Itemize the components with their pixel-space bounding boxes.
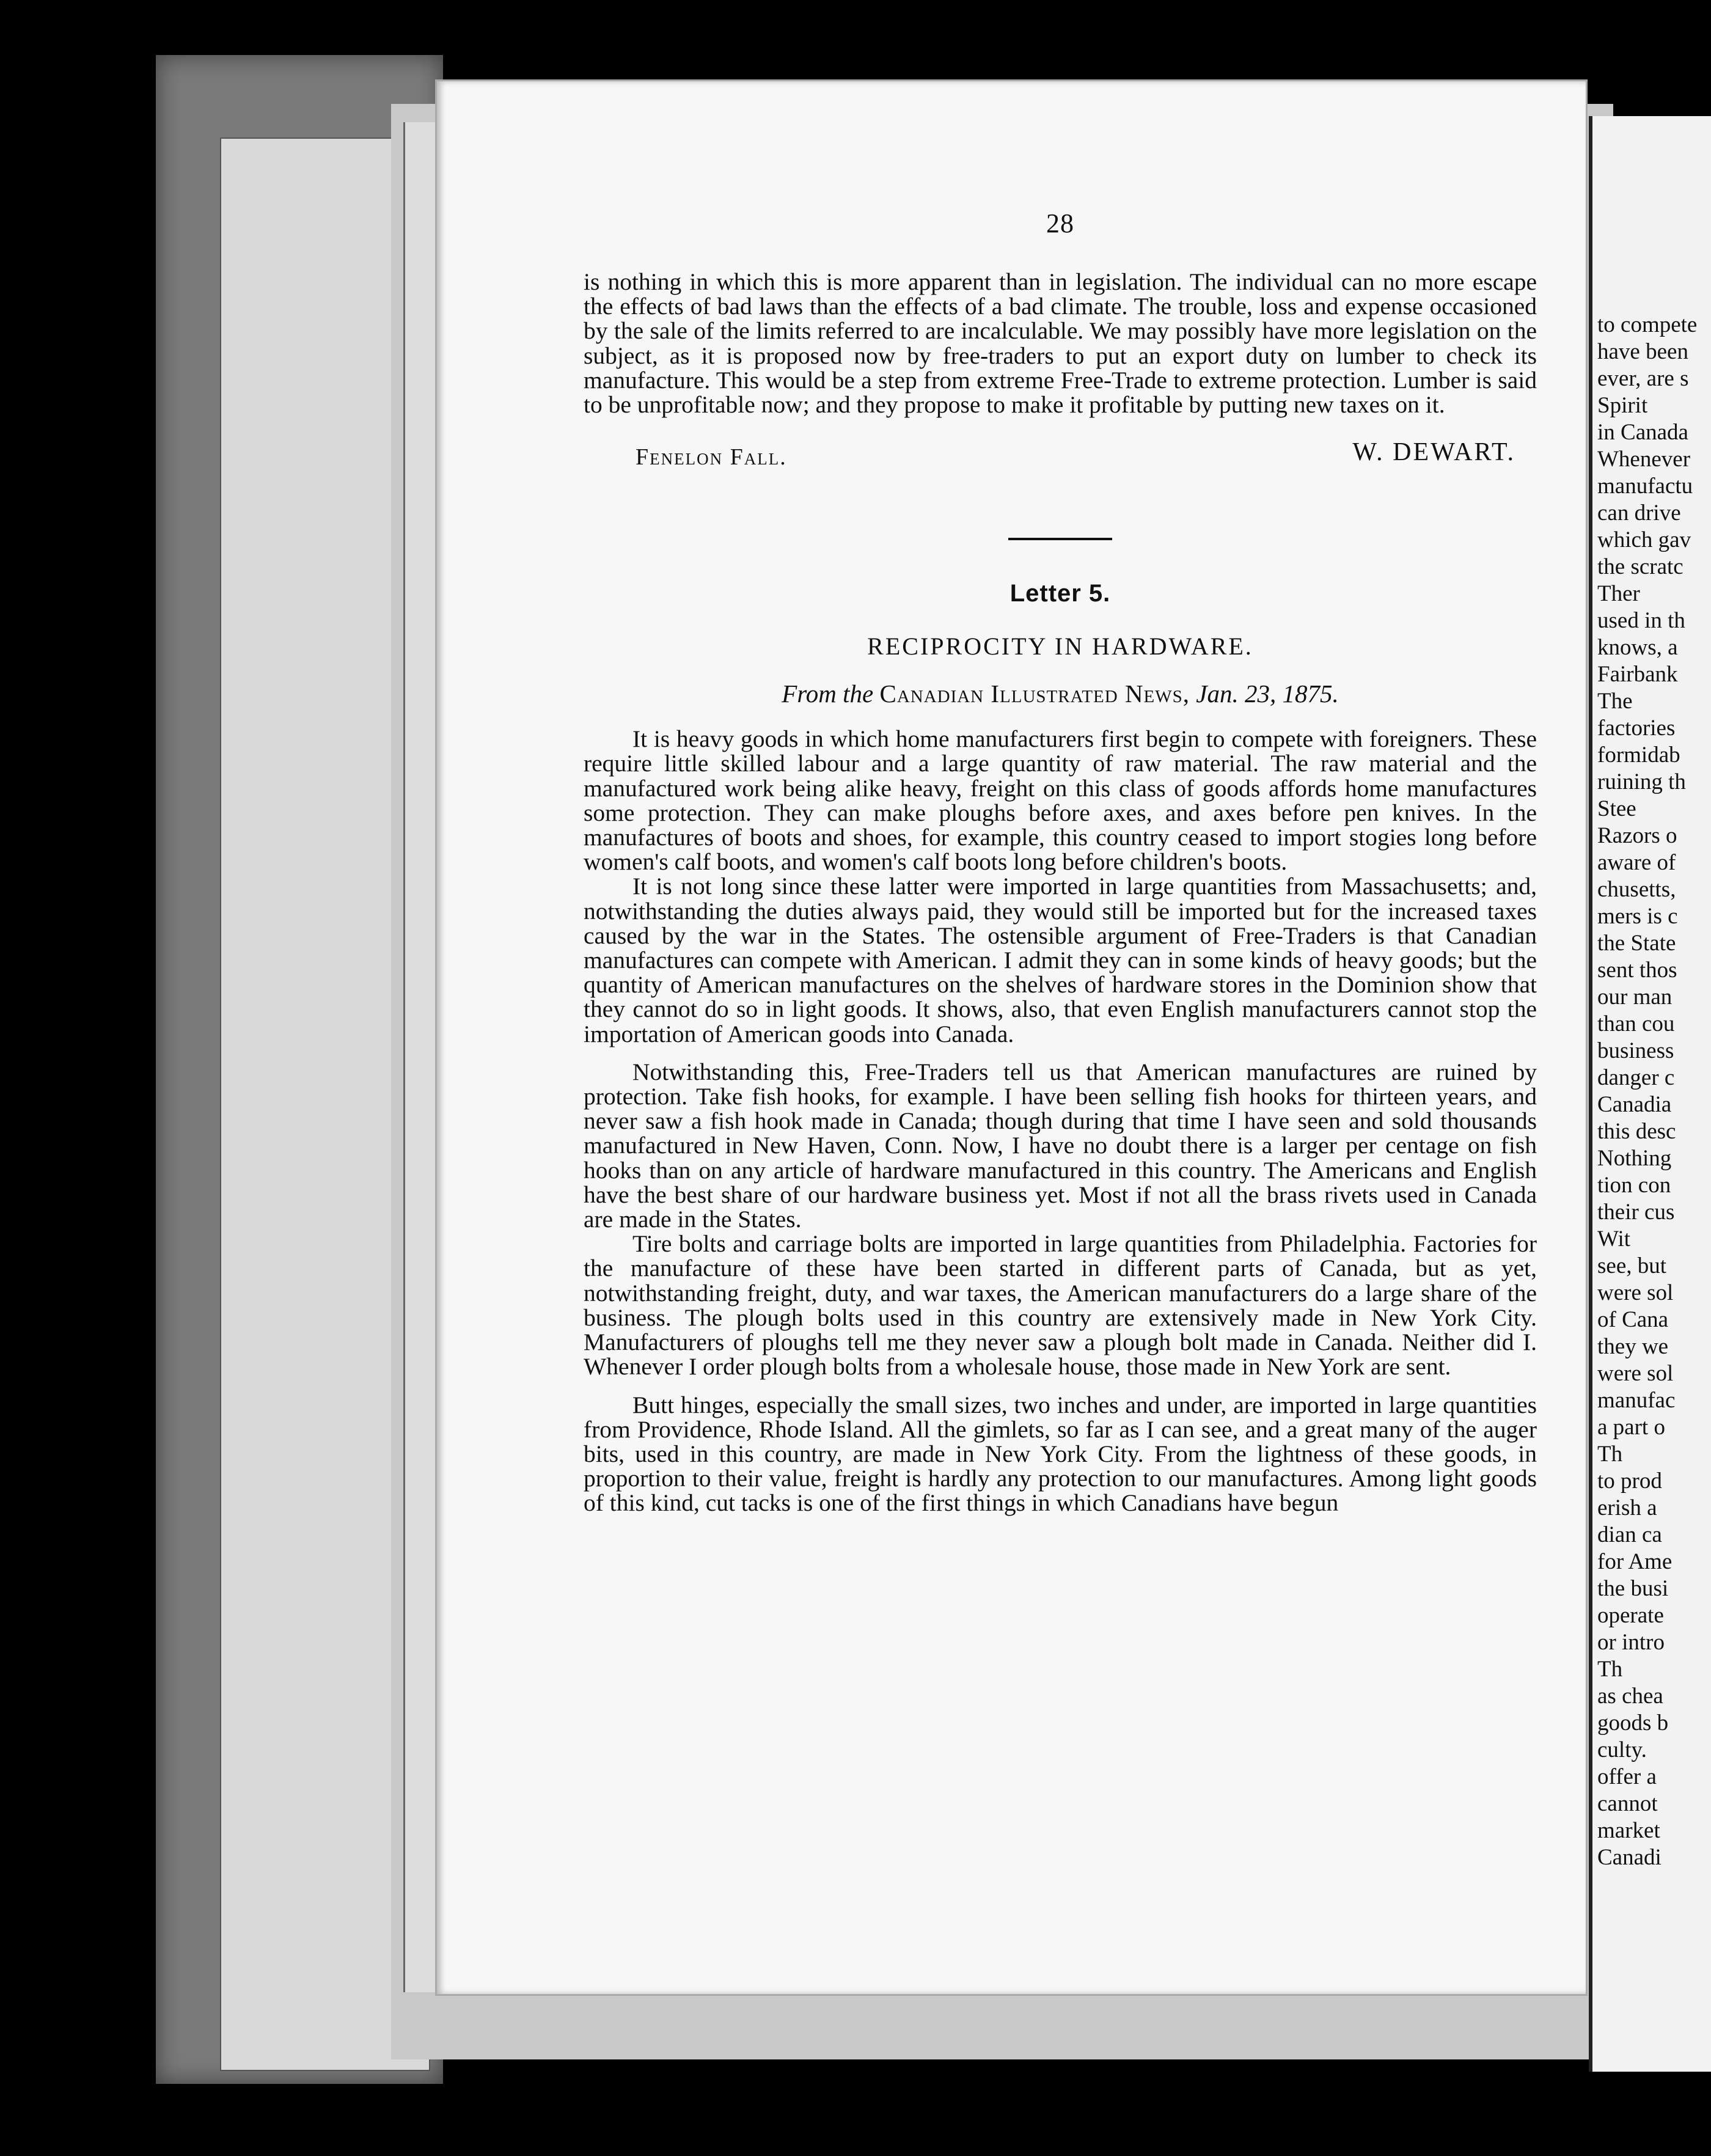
body-paragraph: It is not long since these latter were imported in large quantities from Massachusetts; and, notwithstanding the duties always paid, they would still be imported but for the increased taxes caused by the war in the States. The ostensible argument of Free-Traders is that Canadian manufactures can compete with American. I admit they can in some kinds of heavy goods; but the quantity of American manufactures on the shelves of hardware stores in the Dominion show that they cannot do so in light goods. It shows, also, that even English manufacturers cannot stop the importation of American goods into Canada. [584, 873, 1537, 1047]
signature-place: Fenelon Fall. [636, 444, 787, 471]
facing-page-line: the State [1597, 931, 1676, 956]
facing-page-line: Nothing [1597, 1146, 1672, 1171]
facing-page-line: Th [1597, 1442, 1623, 1467]
facing-page-line: Th [1597, 1657, 1623, 1682]
facing-page-line: cannot [1597, 1791, 1658, 1816]
facing-page-line: chusetts, [1597, 877, 1676, 902]
signature-block [584, 438, 1537, 471]
facing-page-line: were sol [1597, 1361, 1674, 1386]
facing-page-line: market [1597, 1818, 1660, 1843]
facing-page-line: of Cana [1597, 1307, 1669, 1332]
facing-page-line: or intro [1597, 1630, 1665, 1655]
facing-page-line: a part o [1597, 1415, 1665, 1440]
facing-page-line: than cou [1597, 1011, 1675, 1036]
facing-page-line: formidab [1597, 743, 1680, 768]
facing-page-line: our man [1597, 985, 1673, 1010]
source-prefix: From the [782, 680, 874, 708]
facing-page-line: which gav [1597, 527, 1691, 552]
facing-page-line: Spirit [1597, 393, 1648, 418]
facing-page-line: aware of [1597, 850, 1676, 875]
facing-page-line: Canadi [1597, 1845, 1662, 1870]
facing-page-line: sent thos [1597, 958, 1677, 983]
article-title: RECIPROCITY IN HARDWARE. [867, 632, 1253, 661]
facing-page [1589, 116, 1711, 2072]
source-date: Jan. 23, 1875. [1196, 680, 1339, 708]
facing-page-line: in Canada [1597, 420, 1688, 445]
letter-heading: Letter 5. [1009, 580, 1111, 607]
facing-page-line: manufac [1597, 1388, 1676, 1413]
facing-page-line: manufactu [1597, 474, 1693, 499]
section-divider [1008, 538, 1112, 540]
facing-page-line: The [1597, 689, 1633, 714]
facing-page-line: operate [1597, 1603, 1664, 1628]
facing-page-line: ever, are s [1597, 366, 1689, 391]
facing-page-line: to prod [1597, 1469, 1662, 1494]
body-paragraph: Tire bolts and carriage bolts are imported in large quantities from Philadelphia. Factories for the manufacture of these have been started in different parts of Canada, but as yet, notwithstanding freight, duty, and war taxes, the American manufacturers do a large share of the business. The plough bolts used in this country are extensively made in New York City. Manufacturers of ploughs tell me they never saw a plough bolt made in Canada. Neither did I. Whenever I order plough bolts from a wholesale house, those made in New York are sent. [584, 1230, 1537, 1380]
facing-page-line: danger c [1597, 1065, 1675, 1090]
facing-page-line: to compete [1597, 312, 1698, 337]
facing-page-line: Stee [1597, 796, 1636, 821]
facing-page-line: were sol [1597, 1280, 1674, 1305]
body-paragraph: Notwithstanding this, Free-Traders tell us that American manufactures are ruined by protection. Take fish hooks, for example. I have been selling fish hooks for thirteen years, and never saw a fish hook made in Canada; though during that time I have seen and sold thousands manufactured in New Haven, Conn. Now, I have no doubt there is a larger per centage on fish hooks than on any article of hardware manufactured in this country. The Americans and English have the best share of our hardware business yet. Most if not all the brass rivets used in Canada are made in the States. [584, 1058, 1537, 1233]
facing-page-line: their cus [1597, 1200, 1675, 1225]
source-publication: Canadian Illustrated News, [879, 680, 1190, 708]
facing-page-line: factories [1597, 716, 1676, 741]
facing-page-line: offer a [1597, 1764, 1657, 1789]
facing-page-line: Canadia [1597, 1092, 1672, 1117]
facing-page-line: ruining th [1597, 769, 1686, 794]
facing-page-line: Ther [1597, 581, 1640, 606]
page-content [584, 208, 1537, 1516]
facing-page-line: dian ca [1597, 1522, 1662, 1547]
facing-page-line: the busi [1597, 1576, 1669, 1601]
page-number: 28 [1046, 208, 1074, 238]
facing-page-line: business [1597, 1038, 1674, 1063]
facing-page-line: see, but [1597, 1253, 1667, 1278]
facing-page-line: tion con [1597, 1173, 1671, 1198]
facing-page-line: mers is c [1597, 904, 1678, 929]
article-source [584, 679, 1537, 708]
signature-author: W. DEWART. [1352, 438, 1515, 467]
facing-page-line: Whenever [1597, 447, 1691, 472]
facing-page-line: they we [1597, 1334, 1669, 1359]
body-paragraph: It is heavy goods in which home manufacturers first begin to compete with foreigners. These require little skilled labour and a large quantity of raw material. The raw material and the manufactured work being alike heavy, freight on this class of goods affords home manufactures some protection. They can make ploughs before axes, and axes before pen knives. In the manufactures of boots and shoes, for example, this country ceased to import stogies long before women's calf boots, and women's calf boots long before children's boots. [584, 725, 1537, 876]
facing-page-line: Fairbank [1597, 662, 1678, 687]
body-paragraph: Butt hinges, especially the small sizes, two inches and under, are imported in large quantities from Providence, Rhode Island. All the gimlets, so far as I can see, and a great many of the auger bits, used in this country, are made in New York City. From the lightness of these goods, in proportion to their value, freight is hardly any protection to our manufactures. Among light goods of this kind, cut tacks is one of the first things in which Canadians have begun [584, 1391, 1537, 1517]
facing-page-line: this desc [1597, 1119, 1676, 1144]
facing-page-line: goods b [1597, 1711, 1669, 1736]
facing-page-line: the scratc [1597, 554, 1684, 579]
facing-page-line: can drive [1597, 501, 1681, 526]
facing-page-line: erish a [1597, 1495, 1657, 1520]
opening-paragraph: is nothing in which this is more apparent than in legislation. The individual can no more escape the effects of bad laws than the effects of a bad climate. The trouble, loss and expense occasioned by the sale of the limits referred to are incalculable. We may possibly have more legislation on the subject, as it is proposed now by free-traders to put an export duty on lumber to check its manufacture. This would be a step from extreme Free-Trade to extreme protection. Lumber is said to be unprofitable now; and they propose to make it profitable by putting new taxes on it. [584, 268, 1537, 419]
facing-page-line: used in th [1597, 608, 1685, 633]
facing-page-line: knows, a [1597, 635, 1678, 660]
facing-page-line: Razors o [1597, 823, 1677, 848]
facing-page-line: culty. [1597, 1737, 1647, 1762]
facing-page-line: as chea [1597, 1684, 1663, 1709]
facing-page-line: have been [1597, 339, 1688, 364]
facing-page-line: Wit [1597, 1226, 1631, 1252]
facing-page-line: for Ame [1597, 1549, 1673, 1574]
